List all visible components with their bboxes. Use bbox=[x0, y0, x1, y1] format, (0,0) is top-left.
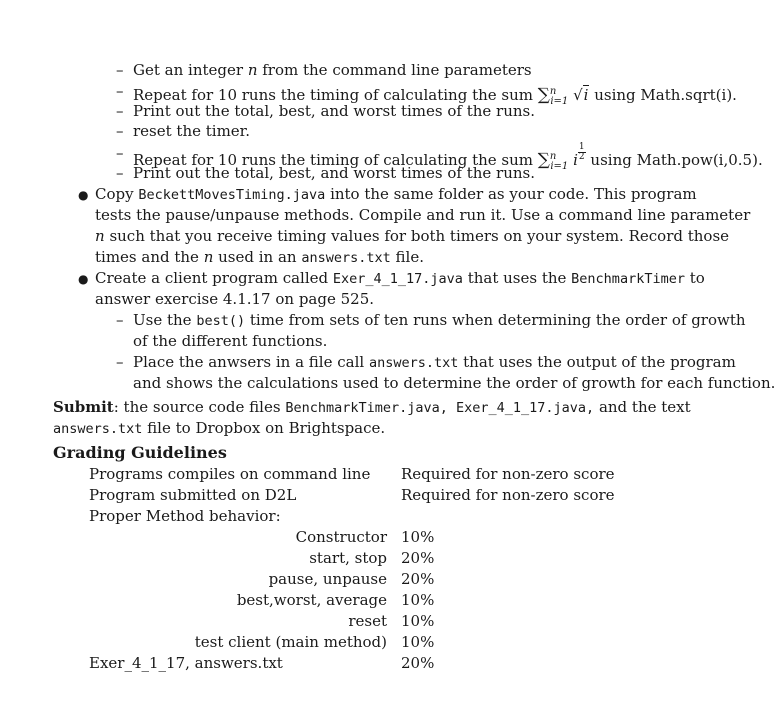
code-method: best() bbox=[196, 313, 246, 329]
grading-row bbox=[89, 632, 615, 653]
grading-item: best,worst, average bbox=[236, 591, 387, 609]
sigma-symbol: ∑ bbox=[537, 150, 550, 170]
grading-title: Grading Guidelines bbox=[53, 443, 227, 462]
grading-value: Required for non-zero score bbox=[401, 465, 615, 483]
frac-num: 1 bbox=[578, 142, 585, 152]
dash-marker: – bbox=[116, 353, 124, 371]
bullet1-line4 bbox=[95, 247, 424, 269]
frac-den: 2 bbox=[578, 152, 585, 162]
sum-pow-formula bbox=[537, 142, 586, 172]
sum-lower: i=1 bbox=[550, 161, 569, 172]
bullet2-line2: answer exercise 4.1.17 on page 525. bbox=[95, 290, 375, 308]
sub-item-text: from the command line parameters bbox=[257, 61, 532, 79]
grading-item: test client (main method) bbox=[194, 633, 387, 651]
text: Create a client program called bbox=[95, 269, 333, 287]
grading-value bbox=[401, 506, 615, 527]
code-filenames: BenchmarkTimer.java, Exer_4_1_17.java, bbox=[285, 400, 595, 416]
grading-row bbox=[89, 569, 615, 590]
grading-value: Required for non-zero score bbox=[401, 486, 615, 504]
grading-item: Programs compiles on command line bbox=[89, 465, 371, 483]
grading-row bbox=[89, 506, 615, 527]
grading-row bbox=[89, 653, 615, 674]
grading-value: 10% bbox=[401, 633, 435, 651]
dash-marker: – bbox=[116, 144, 124, 162]
bullet2-sub1-line1 bbox=[133, 310, 746, 332]
bullet-marker: ● bbox=[78, 188, 89, 202]
dash-marker: – bbox=[116, 82, 124, 100]
sub-item-4: reset the timer. bbox=[133, 122, 250, 140]
sigma-symbol: ∑ bbox=[537, 85, 550, 105]
bullet2-sub2-line2: and shows the calculations used to determine the order of growth for each function. bbox=[133, 374, 776, 392]
dash-marker: – bbox=[116, 102, 124, 120]
grading-row bbox=[89, 464, 615, 485]
sqrt-arg: i bbox=[583, 86, 589, 104]
grading-item: Constructor bbox=[295, 528, 387, 546]
text: file. bbox=[390, 248, 424, 266]
bullet1-line1 bbox=[95, 184, 697, 206]
submit-line2 bbox=[53, 418, 385, 440]
exponent-fraction bbox=[578, 143, 586, 162]
grading-item: start, stop bbox=[309, 549, 387, 567]
grading-value: 20% bbox=[401, 570, 435, 588]
grading-row bbox=[89, 590, 615, 611]
bullet-marker: ● bbox=[78, 272, 89, 286]
text: Copy bbox=[95, 185, 139, 203]
text: and the text bbox=[594, 398, 691, 416]
sub-item-text: Repeat for 10 runs the timing of calculating the sum bbox=[133, 151, 538, 169]
sum-lower: i=1 bbox=[550, 96, 569, 107]
sum-sqrt-formula bbox=[537, 85, 590, 107]
grading-value: 20% bbox=[401, 549, 435, 567]
text: to bbox=[684, 269, 705, 287]
grading-table bbox=[89, 464, 615, 674]
text: Place the anwsers in a file call bbox=[133, 353, 369, 371]
var-n: n bbox=[95, 227, 105, 245]
sub-item-3: Print out the total, best, and worst times of the runs. bbox=[133, 102, 535, 120]
text: that uses the output of the program bbox=[458, 353, 736, 371]
pow-base: i bbox=[573, 151, 578, 169]
submit-label: Submit bbox=[53, 398, 114, 416]
sqrt-symbol: √ bbox=[573, 86, 583, 104]
grading-item: Program submitted on D2L bbox=[89, 486, 297, 504]
grading-row bbox=[89, 527, 615, 548]
grading-row bbox=[89, 548, 615, 569]
sub-item-text: Get an integer bbox=[133, 61, 248, 79]
bullet2-line1 bbox=[95, 268, 705, 290]
grading-value: 20% bbox=[401, 654, 435, 672]
text: into the same folder as your code. This program bbox=[325, 185, 697, 203]
grading-item: pause, unpause bbox=[268, 570, 387, 588]
grading-value: 10% bbox=[401, 612, 435, 630]
grading-item: Proper Method behavior: bbox=[89, 507, 281, 525]
bullet1-line3 bbox=[95, 226, 729, 247]
var-n: n bbox=[203, 248, 214, 266]
sub-item-text: using Math.sqrt(i). bbox=[589, 86, 737, 104]
text: such that you receive timing values for both timers on your system. Record those bbox=[104, 227, 730, 245]
code-filename: answers.txt bbox=[368, 355, 459, 371]
var-n: n bbox=[247, 61, 258, 79]
bullet2-sub2-line1 bbox=[133, 352, 736, 374]
text: Use the bbox=[133, 311, 197, 329]
sum-upper: n bbox=[549, 151, 557, 162]
grading-item: Exer_4_1_17, answers.txt bbox=[89, 654, 283, 672]
text: that uses the bbox=[462, 269, 572, 287]
dash-marker: – bbox=[116, 122, 124, 140]
code-classname: BenchmarkTimer bbox=[571, 271, 685, 287]
grading-item: reset bbox=[348, 612, 387, 630]
code-filename: BeckettMovesTiming.java bbox=[138, 187, 326, 203]
code-filename: Exer_4_1_17.java bbox=[332, 271, 463, 287]
bullet2-sub1-line2: of the different functions. bbox=[133, 332, 328, 350]
sum-upper: n bbox=[549, 86, 557, 97]
code-filename: answers.txt bbox=[301, 250, 391, 266]
bullet1-line2: tests the pause/unpause methods. Compile and run it. Use a command line parameter bbox=[95, 206, 751, 224]
grading-row bbox=[89, 485, 615, 506]
sub-item-text: using Math.pow(i,0.5). bbox=[585, 151, 763, 169]
code-filename: answers.txt bbox=[53, 421, 143, 437]
grading-row bbox=[89, 611, 615, 632]
text: file to Dropbox on Brightspace. bbox=[142, 419, 386, 437]
submit-line1 bbox=[53, 397, 691, 419]
sub-item-6: Print out the total, best, and worst times of the runs. bbox=[133, 164, 535, 182]
sub-item-text: Repeat for 10 runs the timing of calculating the sum bbox=[133, 86, 538, 104]
dash-marker: – bbox=[116, 311, 124, 329]
text: times and the bbox=[95, 248, 204, 266]
grading-value: 10% bbox=[401, 591, 435, 609]
grading-value: 10% bbox=[401, 528, 435, 546]
text: used in an bbox=[213, 248, 302, 266]
text: time from sets of ten runs when determining the order of growth bbox=[245, 311, 746, 329]
dash-marker: – bbox=[116, 61, 124, 79]
sub-item-1 bbox=[133, 60, 532, 81]
dash-marker: – bbox=[116, 164, 124, 182]
text: : the source code files bbox=[113, 398, 286, 416]
